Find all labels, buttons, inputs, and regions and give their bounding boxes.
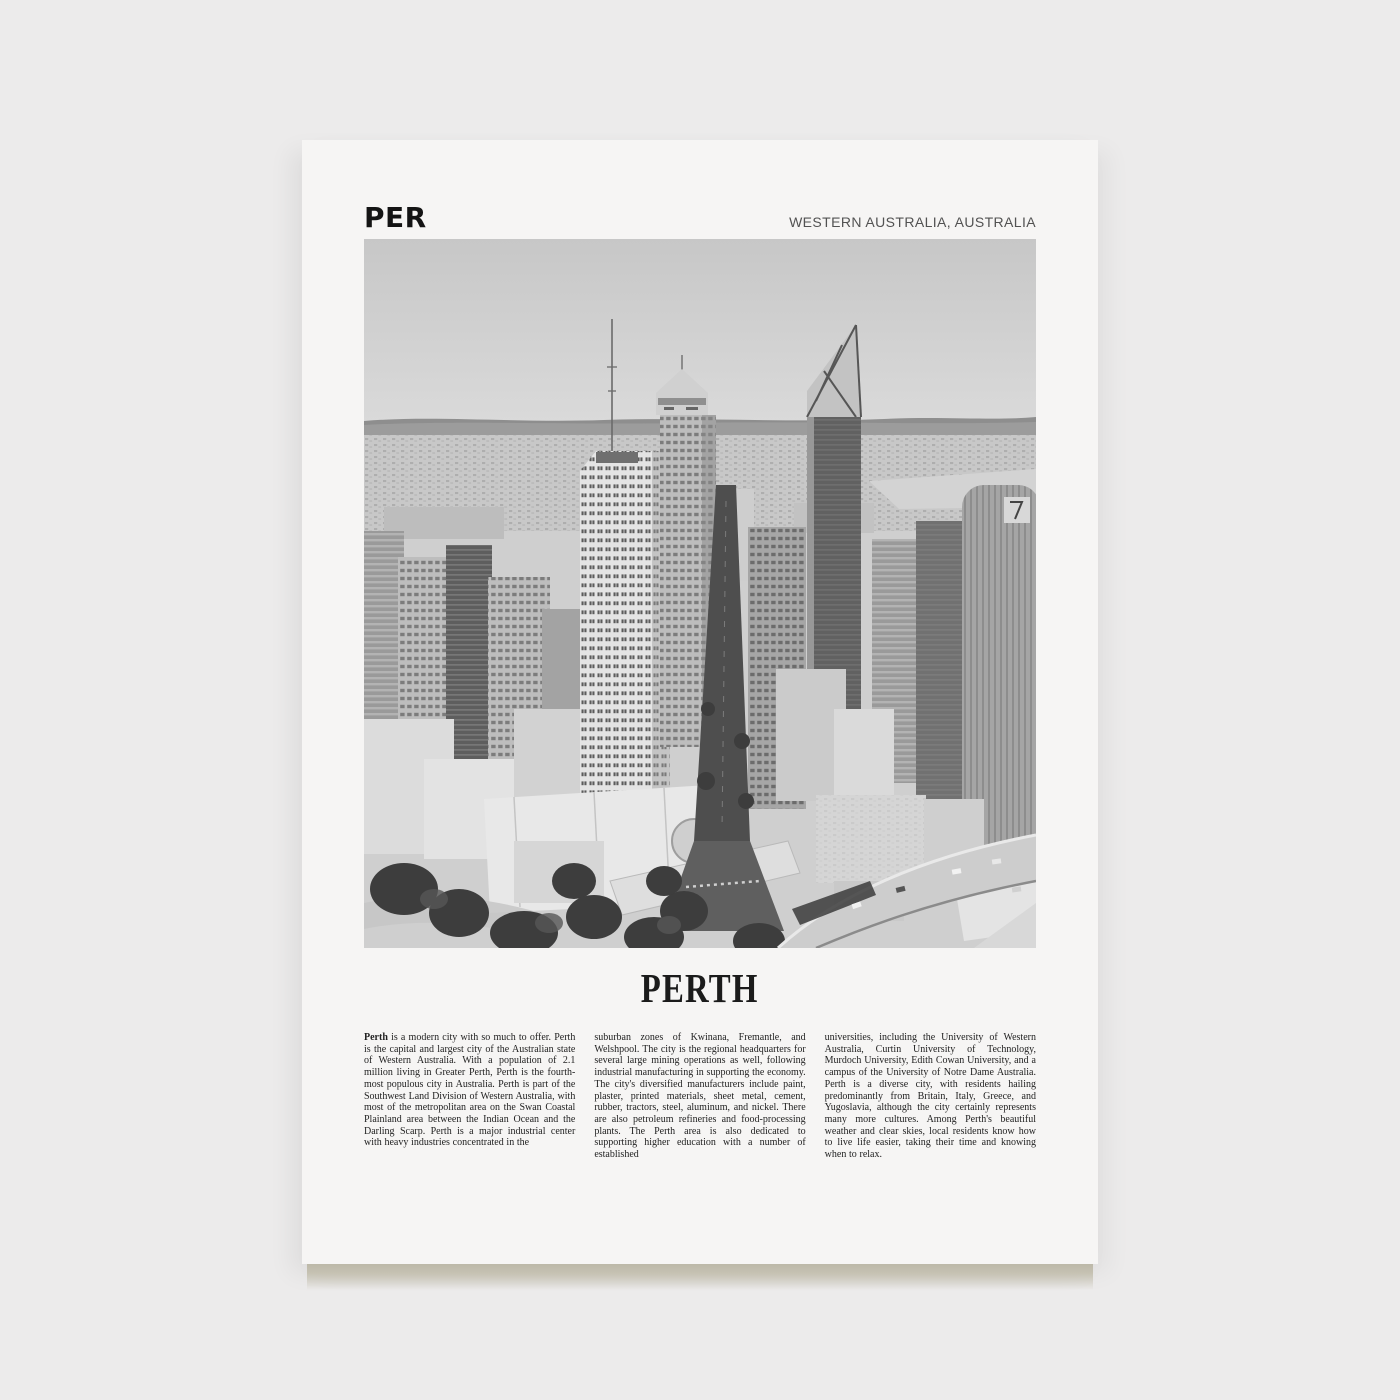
lead-word: Perth	[364, 1032, 388, 1043]
column-1-text: is a modern city with so much to offer. Perth is the capital and largest city of the Australian state of Western Australia. With a population of 2.1 million living in Greater Perth, Perth is the fourth-most populous city in Australia. Perth is part of the Southwest Land Division of Western Australia, with most of the metropolitan area on the Swan Coastal Plainland area between the Indian Ocean and the Darling Scarp. Perth is a major industrial center with heavy industries concentrated in the	[364, 1032, 576, 1149]
perth-photo	[364, 239, 1036, 948]
region-label: WESTERN AUSTRALIA, AUSTRALIA	[789, 214, 1036, 230]
city-code: PER	[364, 201, 427, 234]
column-3-text: universities, including the University of Western Australia, Curtin University of Technology, Murdoch University, Edith Cowan University, and a campus of the University of Notre Dame Australia. Perth is a diverse city, with residents hailing predominantly from Britain, Italy, Greece, and Yugoslavia, although the city certainly represents many more cultures. Among Perth's beautiful weather and clear skies, local residents know how to live life easier, taking their time and knowing when to relax.	[824, 1032, 1036, 1161]
poster	[302, 140, 1098, 1264]
column-2-text: suburban zones of Kwinana, Fremantle, and Welshpool. The city is the regional headquarters for several large mining operations as well, following industrial manufacturing in supporting the economy. The city's diversified manufacturers include paint, plaster, printed materials, sheet metal, cement, rubber, tractors, steel, aluminum, and nickel. There are also petroleum refineries and food-processing plants. The Perth area is also dedicated to supporting higher education with a number of established	[594, 1032, 806, 1161]
text-column-3	[825, 1032, 1036, 1161]
body-text	[364, 1032, 1036, 1161]
text-column-2	[594, 1032, 805, 1161]
perth-skyline-illustration	[364, 239, 1036, 948]
poster-title-text: PERTH	[641, 965, 759, 1011]
poster-header	[364, 140, 1036, 239]
poster-title	[302, 965, 1098, 1011]
text-column-1	[364, 1032, 575, 1161]
